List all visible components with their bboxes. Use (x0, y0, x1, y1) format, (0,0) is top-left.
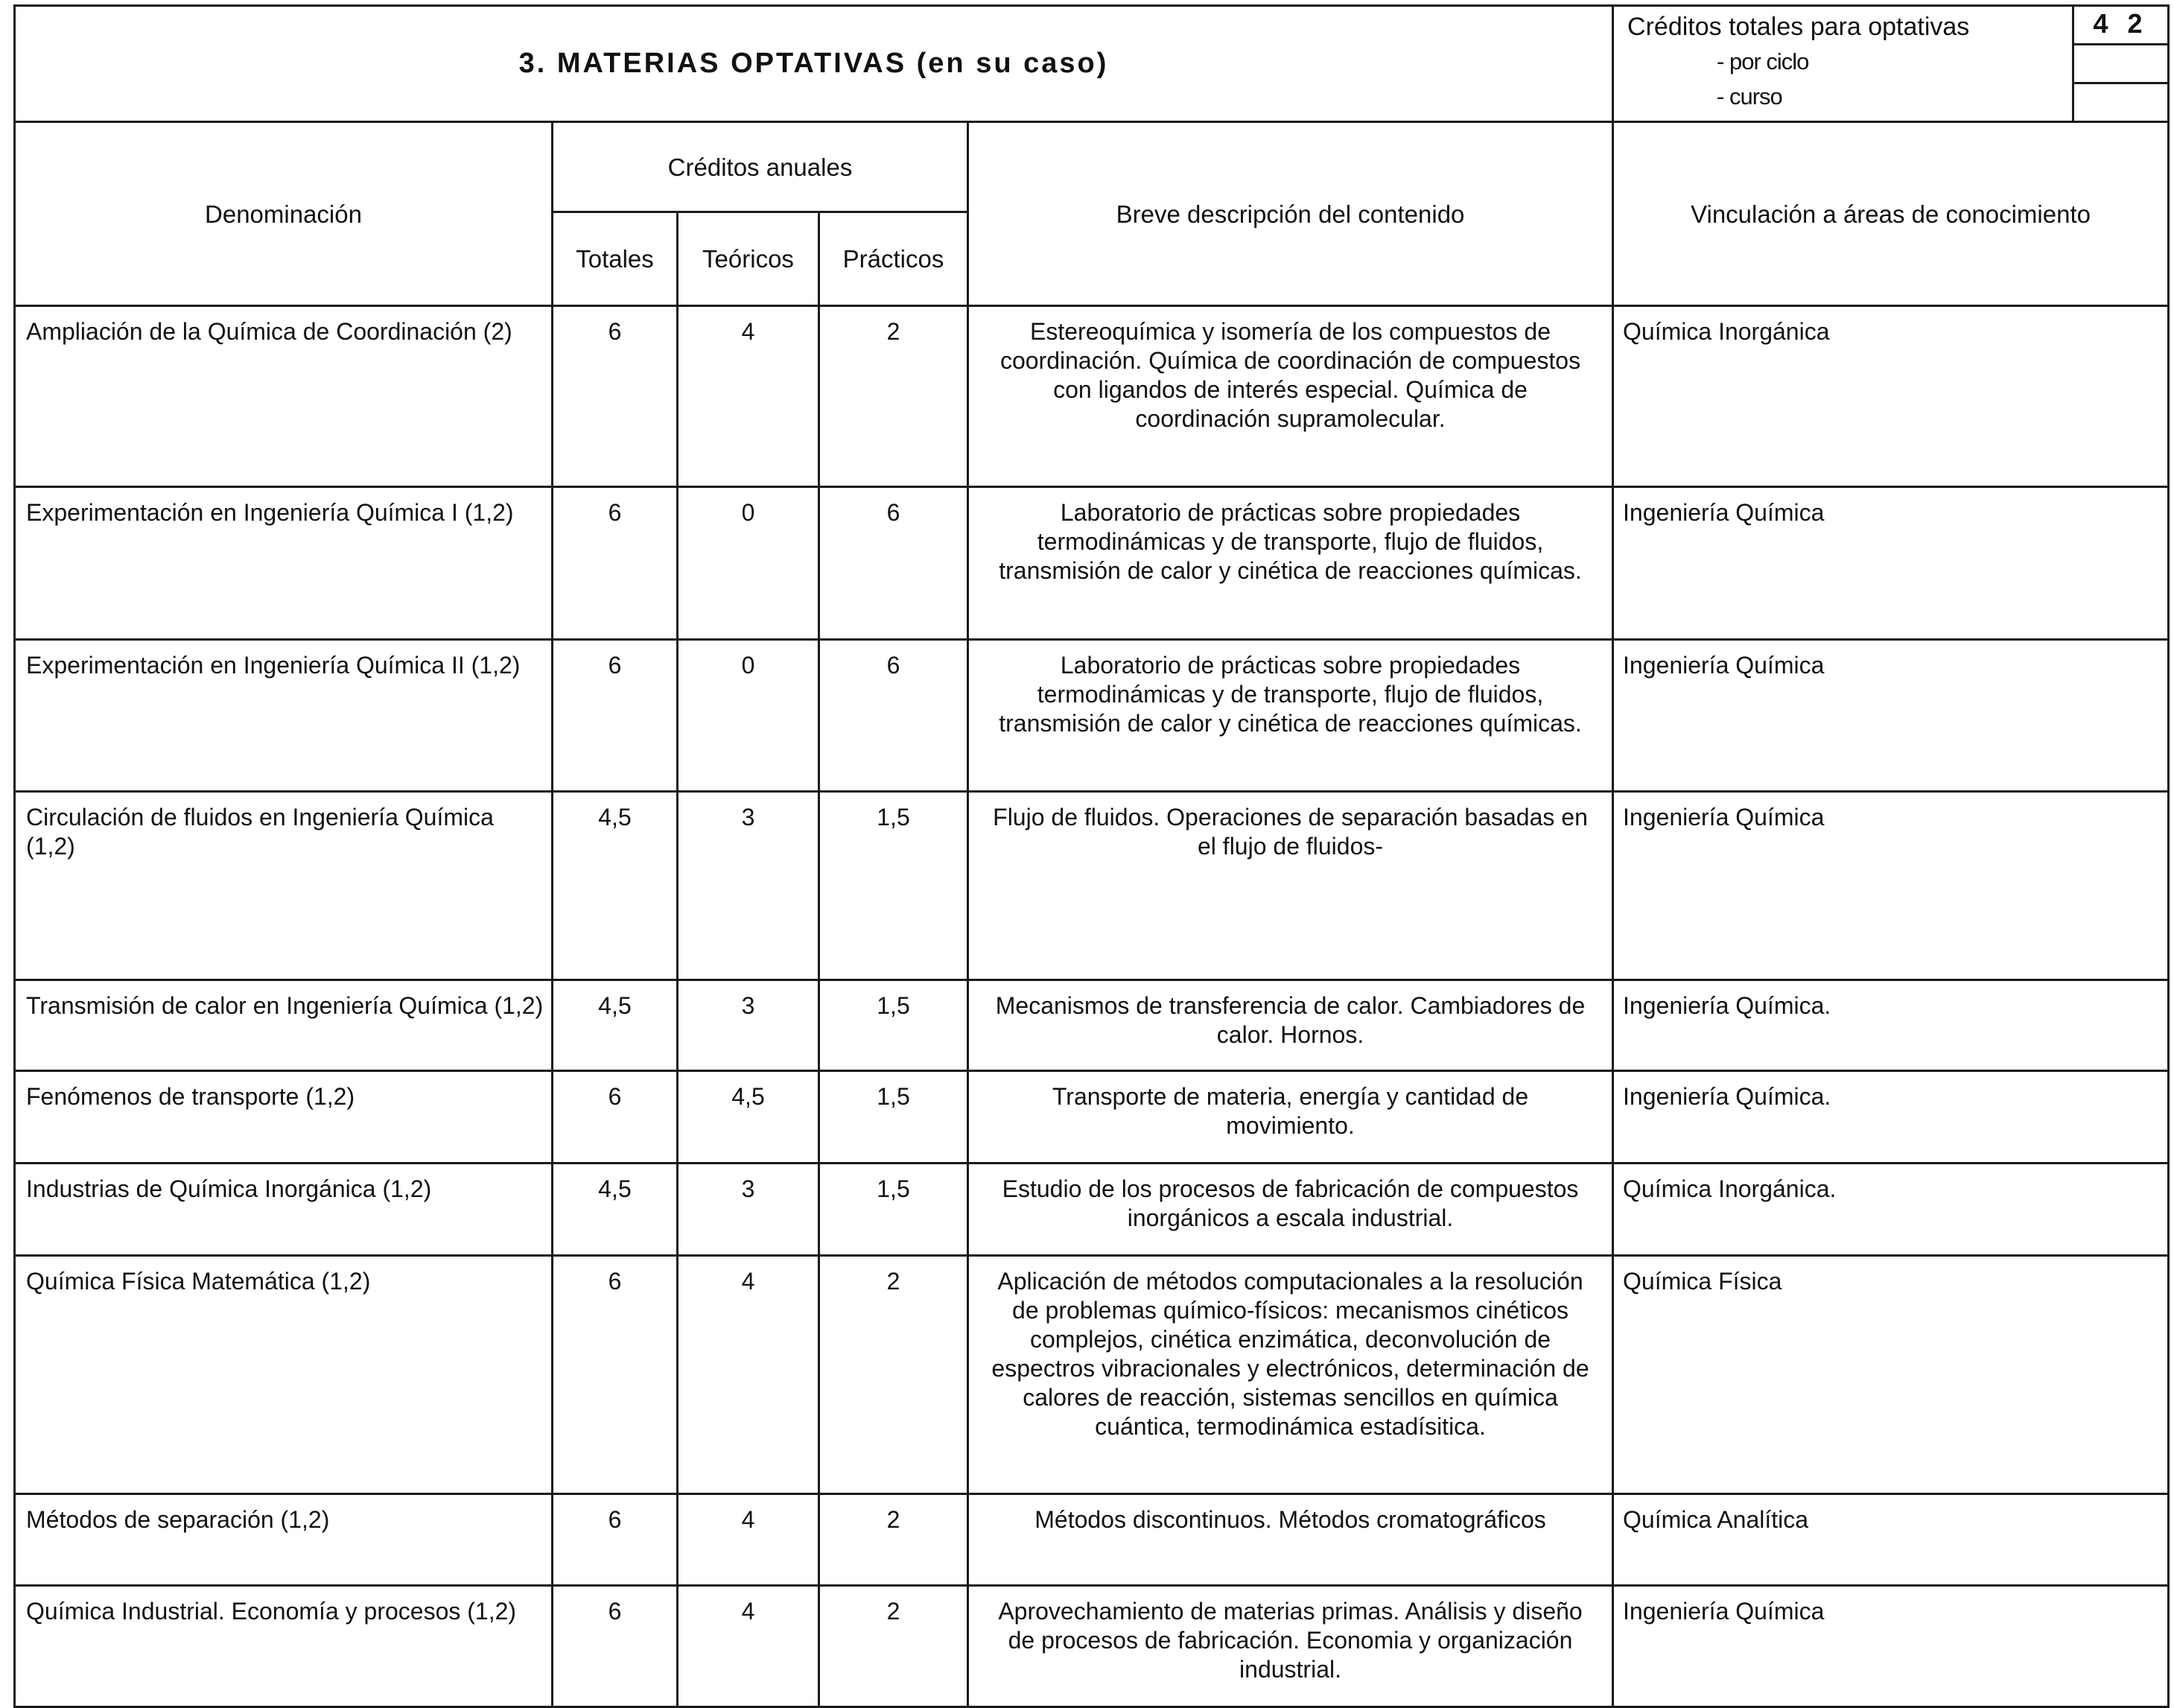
credits-practical: 6 (819, 487, 968, 640)
subject-description: Métodos discontinuos. Métodos cromatográficos (968, 1494, 1613, 1586)
credits-total: 4,5 (553, 980, 678, 1071)
knowledge-area: Química Inorgánica. (1613, 1163, 2169, 1256)
table-row (15, 1586, 2169, 1707)
table-row (15, 792, 2169, 980)
knowledge-area: Química Inorgánica (1613, 306, 2169, 487)
subject-name: Métodos de separación (1,2) (15, 1494, 553, 1586)
per-cycle-value (2074, 45, 2167, 84)
total-credits-label: Créditos totales para optativas (1627, 13, 1970, 41)
header-total: Totales (553, 212, 678, 306)
header-area: Vinculación a áreas de conocimiento (1613, 122, 2169, 306)
credits-practical: 2 (819, 1256, 968, 1494)
credits-total: 6 (553, 1494, 678, 1586)
credits-theoretical: 3 (678, 1163, 819, 1256)
credits-theoretical: 0 (678, 487, 819, 640)
total-credits-label-block (1613, 6, 2073, 122)
subject-name: Experimentación en Ingeniería Química I (1,2) (15, 487, 553, 640)
title-row (15, 6, 2169, 122)
header-description: Breve descripción del contenido (968, 122, 1613, 306)
optional-subjects-table (13, 4, 2170, 1708)
subject-name: Química Industrial. Economía y procesos (1,2) (15, 1586, 553, 1707)
credits-total: 4,5 (553, 792, 678, 980)
per-course-value (2074, 84, 2167, 121)
subject-description: Aplicación de métodos computacionales a la resolución de problemas químico-físicos: mecanismos cinéticos complejos, cinética enzimática, deconvolución de espectros vibracionales y electrónicos, determinación de calores de reacción, sistemas sencillos en química cuántica, termodinámica estadísitica. (968, 1256, 1613, 1494)
credits-theoretical: 4 (678, 1586, 819, 1707)
column-header-row-1 (15, 122, 2169, 212)
credits-theoretical: 3 (678, 792, 819, 980)
credits-practical: 2 (819, 306, 968, 487)
per-cycle-label: - por ciclo (1717, 48, 1809, 74)
credits-practical: 1,5 (819, 792, 968, 980)
subject-name: Transmisión de calor en Ingeniería Química (1,2) (15, 980, 553, 1071)
table-row (15, 1071, 2169, 1163)
credits-total: 4,5 (553, 1163, 678, 1256)
table-row (15, 1256, 2169, 1494)
table-row (15, 306, 2169, 487)
knowledge-area: Ingeniería Química. (1613, 980, 2169, 1071)
credits-total: 6 (553, 306, 678, 487)
credits-total: 6 (553, 1586, 678, 1707)
credits-practical: 2 (819, 1494, 968, 1586)
subject-description: Estereoquímica y isomería de los compuestos de coordinación. Química de coordinación de compuestos con ligandos de interés especial. Química de coordinación supramolecular. (968, 306, 1613, 487)
credits-theoretical: 0 (678, 640, 819, 792)
credits-theoretical: 4 (678, 1256, 819, 1494)
subject-description: Aprovechamiento de materias primas. Análisis y diseño de procesos de fabricación. Economia y organización industrial. (968, 1586, 1613, 1707)
table-row (15, 980, 2169, 1071)
header-practical: Prácticos (819, 212, 968, 306)
section-title: 3. MATERIAS OPTATIVAS (en su caso) (15, 6, 1613, 122)
credits-total: 6 (553, 1071, 678, 1163)
header-annual-credits: Créditos anuales (553, 122, 968, 212)
credits-total: 6 (553, 640, 678, 792)
subject-description: Transporte de materia, energía y cantidad de movimiento. (968, 1071, 1613, 1163)
table-row (15, 640, 2169, 792)
table-row (15, 1163, 2169, 1256)
subject-name: Experimentación en Ingeniería Química II (1,2) (15, 640, 553, 792)
credit-values-box (2073, 6, 2169, 122)
total-credits-value: 4 2 (2074, 7, 2167, 45)
subject-description: Estudio de los procesos de fabricación de compuestos inorgánicos a escala industrial. (968, 1163, 1613, 1256)
subject-name: Fenómenos de transporte (1,2) (15, 1071, 553, 1163)
subject-name: Industrias de Química Inorgánica (1,2) (15, 1163, 553, 1256)
credits-practical: 2 (819, 1586, 968, 1707)
table-row (15, 1494, 2169, 1586)
optional-subjects-sheet (13, 4, 2167, 1708)
knowledge-area: Química Analítica (1613, 1494, 2169, 1586)
credits-practical: 1,5 (819, 1071, 968, 1163)
credits-practical: 6 (819, 640, 968, 792)
table-row (15, 487, 2169, 640)
subject-name: Ampliación de la Química de Coordinación (2) (15, 306, 553, 487)
credits-practical: 1,5 (819, 1163, 968, 1256)
knowledge-area: Ingeniería Química. (1613, 1071, 2169, 1163)
subject-description: Mecanismos de transferencia de calor. Cambiadores de calor. Hornos. (968, 980, 1613, 1071)
subject-description: Laboratorio de prácticas sobre propiedades termodinámicas y de transporte, flujo de fluidos, transmisión de calor y cinética de reacciones químicas. (968, 487, 1613, 640)
credits-theoretical: 4 (678, 306, 819, 487)
knowledge-area: Ingeniería Química (1613, 487, 2169, 640)
credits-total: 6 (553, 1256, 678, 1494)
header-name: Denominación (15, 122, 553, 306)
subject-name: Química Física Matemática (1,2) (15, 1256, 553, 1494)
subject-description: Flujo de fluidos. Operaciones de separación basadas en el flujo de fluidos- (968, 792, 1613, 980)
credits-total: 6 (553, 487, 678, 640)
knowledge-area: Ingeniería Química (1613, 640, 2169, 792)
per-course-label: - curso (1717, 83, 1782, 109)
knowledge-area: Ingeniería Química (1613, 792, 2169, 980)
subject-description: Laboratorio de prácticas sobre propiedades termodinámicas y de transporte, flujo de fluidos, transmisión de calor y cinética de reacciones químicas. (968, 640, 1613, 792)
credits-practical: 1,5 (819, 980, 968, 1071)
credits-theoretical: 4,5 (678, 1071, 819, 1163)
subject-name: Circulación de fluidos en Ingeniería Química (1,2) (15, 792, 553, 980)
header-theoretical: Teóricos (678, 212, 819, 306)
credits-theoretical: 3 (678, 980, 819, 1071)
knowledge-area: Química Física (1613, 1256, 2169, 1494)
credits-theoretical: 4 (678, 1494, 819, 1586)
knowledge-area: Ingeniería Química (1613, 1586, 2169, 1707)
